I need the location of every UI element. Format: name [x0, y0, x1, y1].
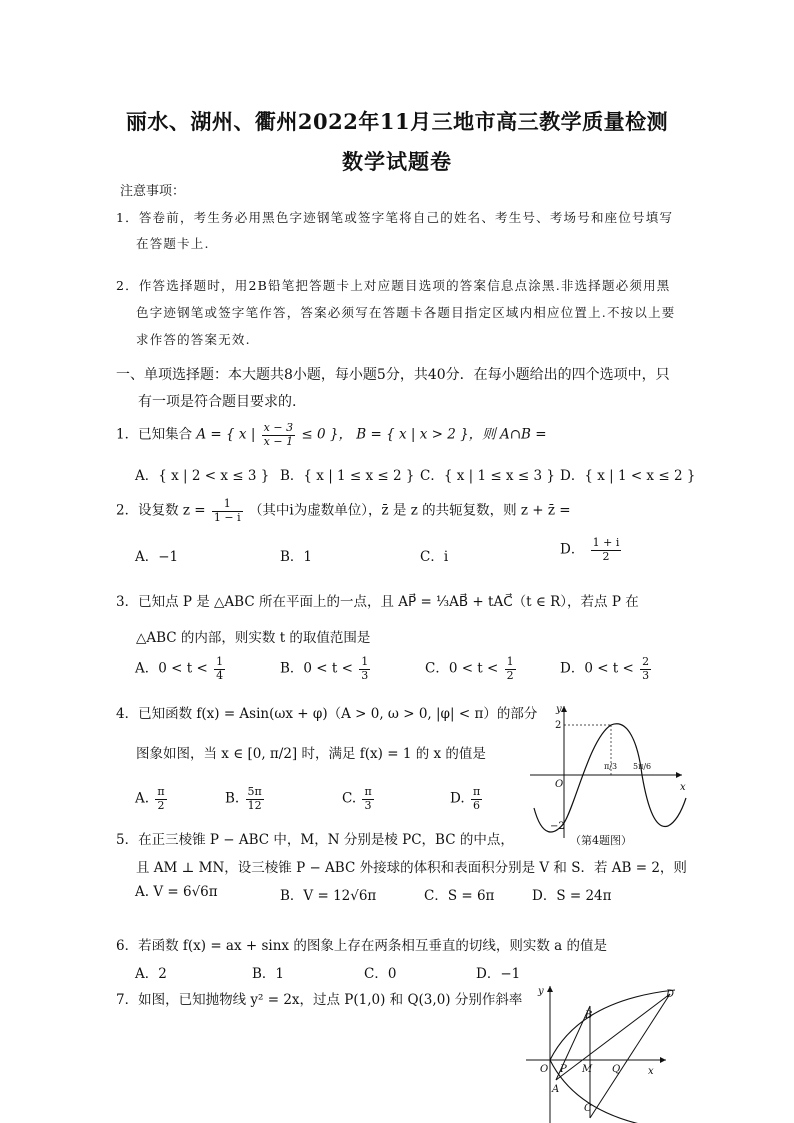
q7-origin-label: O	[540, 1064, 549, 1075]
q3-option-c[interactable]: C．0 < t < $\frac{1}{2}$	[425, 655, 514, 682]
q6-option-c[interactable]: C．0	[364, 966, 397, 982]
section-heading-line-2: 有一项是符合题目要求的.	[138, 394, 297, 410]
notice-item-1-line-1: 1．答卷前，考生务必用黑色字迹钢笔或签字笔将自己的姓名、考生号、考场号和座位号填写	[116, 210, 674, 225]
question-1-stem	[116, 422, 547, 448]
exam-subtitle: 数学试题卷	[342, 149, 452, 174]
q4-y-label: y	[556, 704, 562, 715]
q7-point-q: Q	[612, 1064, 621, 1075]
q7-point-d: D	[666, 989, 675, 1000]
q4-tick-y-neg: −2	[550, 821, 565, 832]
q4-sine-graph	[520, 698, 692, 848]
q7-x-arrow-icon	[660, 1057, 666, 1063]
q3-option-d[interactable]: D．0 < t < $\frac{2}{3}$	[560, 655, 650, 682]
q6-option-d[interactable]: D．−1	[476, 966, 521, 982]
q3-option-b[interactable]: B．0 < t < $\frac{1}{3}$	[280, 655, 369, 682]
question-3-line-1: 3．已知点 P 是 △ABC 所在平面上的一点，且 AP⃗ = ⅓AB⃗ + tAC⃗（t ∈ R），若点 P 在	[116, 594, 639, 610]
q1-option-a[interactable]: A．{ x | 2 < x ≤ 3 }	[135, 468, 270, 484]
exam-title: 丽水、湖州、衢州2022年11月三地市高三教学质量检测	[125, 109, 669, 134]
notice-item-2-line-3: 求作答的答案无效.	[136, 332, 251, 347]
q7-y-arrow-icon	[547, 986, 553, 992]
q4-sine-curve	[534, 724, 686, 832]
q7-point-p: P	[560, 1064, 567, 1075]
q4-x-arrow-icon	[676, 772, 682, 778]
q4-tick-y-pos: 2	[555, 720, 562, 731]
q1-option-d[interactable]: D．{ x | 1 < x ≤ 2 }	[560, 468, 696, 484]
q1-fraction: $\frac{x - 3}{x - 1}$	[263, 421, 294, 448]
notice-heading: 注意事项：	[120, 184, 186, 199]
q6-option-b[interactable]: B．1	[252, 966, 285, 982]
q4-option-c[interactable]: C. $\frac{\pi}{3}$	[342, 785, 372, 812]
q4-tick-x1: π/3	[604, 762, 618, 771]
q5-option-b[interactable]: B．V = 12√6π	[280, 888, 377, 904]
q4-origin-label: O	[555, 779, 564, 790]
q4-option-d[interactable]: D. $\frac{\pi}{6}$	[450, 785, 481, 812]
q4-option-a[interactable]: A. $\frac{\pi}{2}$	[135, 785, 165, 812]
question-6-stem: 6．若函数 f(x) = ax + sinx 的图象上存在两条相互垂直的切线，则实数 a 的值是	[116, 938, 607, 954]
question-5-line-1: 5．在正三棱锥 P − ABC 中，M，N 分别是棱 PC，BC 的中点，	[116, 832, 514, 848]
q7-parabola-figure	[520, 980, 684, 1123]
section-heading-line-1: 一、单项选择题：本大题共8小题，每小题5分，共40分．在每小题给出的四个选项中，只	[116, 367, 670, 383]
q7-line-cd	[590, 994, 670, 1118]
q4-y-arrow-icon	[561, 706, 567, 712]
q4-x-label: x	[680, 782, 686, 793]
question-3-line-2: △ABC 的内部，则实数 t 的取值范围是	[136, 630, 371, 646]
question-4-line-2: 图象如图，当 x ∈ [0, π/2] 时，满足 f(x) = 1 的 x 的值是	[136, 746, 486, 762]
q4-option-b[interactable]: B. $\frac{5\pi}{12}$	[225, 785, 262, 812]
q7-x-label: x	[648, 1066, 654, 1077]
q4-tick-x2: 5π/6	[633, 762, 652, 771]
q5-option-a[interactable]: A. V = 6√6π	[135, 884, 218, 900]
notice-item-2-line-1: 2．作答选择题时，用2B铅笔把答题卡上对应题目选项的答案信息点涂黑.非选择题必须用黑	[116, 278, 671, 293]
q7-parabola	[550, 990, 675, 1123]
q2-option-d[interactable]: D． $\frac{1 + i}{2}$	[560, 536, 620, 563]
q4-figure-caption: （第4题图）	[570, 834, 632, 847]
question-4-line-1: 4．已知函数 f(x) = Asin(ωx + φ)（A > 0, ω > 0, |φ| < π）的部分	[116, 706, 538, 722]
q2-option-c[interactable]: C．i	[420, 549, 449, 565]
q7-y-label: y	[538, 986, 544, 997]
q3-option-a[interactable]: A．0 < t < $\frac{1}{4}$	[135, 655, 224, 682]
q7-point-c: C	[584, 1103, 592, 1114]
q1-label: 1．已知集合	[116, 426, 193, 443]
q1-set-a-suffix: ≤ 0 }，	[301, 426, 352, 443]
q1-set-a-prefix: A = { x |	[196, 426, 256, 443]
q2-option-a[interactable]: A．−1	[135, 549, 179, 565]
q5-option-c[interactable]: C．S = 6π	[424, 888, 495, 904]
question-7-stem: 7．如图，已知抛物线 y² = 2x，过点 P(1,0) 和 Q(3,0) 分别作斜率	[116, 992, 523, 1008]
notice-item-1-line-2: 在答题卡上.	[136, 236, 210, 251]
q2-label: 2．设复数 z =	[116, 502, 206, 519]
question-2-stem	[116, 498, 571, 524]
q7-point-a: A	[552, 1084, 560, 1095]
question-5-line-2: 且 AM ⊥ MN，设三棱锥 P − ABC 外接球的体积和表面积分别是 V 和 S．若 AB = 2，则	[136, 860, 687, 876]
notice-item-2-line-2: 色字迹钢笔或签字笔作答，答案必须写在答题卡各题目指定区域内相应位置上.不按以上要	[136, 305, 676, 320]
q2-option-b[interactable]: B．1	[280, 549, 313, 565]
q1-set-b: B = { x | x > 2 }，则 A∩B =	[356, 426, 547, 443]
q1-option-c[interactable]: C．{ x | 1 ≤ x ≤ 3 }	[420, 468, 555, 484]
q2-text: （其中i为虚数单位），z̄ 是 z 的共轭复数，则 z + z̄ =	[248, 502, 571, 519]
q7-point-b: B	[585, 1010, 593, 1021]
q1-option-b[interactable]: B．{ x | 1 ≤ x ≤ 2 }	[280, 468, 415, 484]
q6-option-a[interactable]: A．2	[135, 966, 167, 982]
q2-fraction: $\frac{1}{1 - i}$	[213, 497, 241, 524]
q5-option-d[interactable]: D．S = 24π	[532, 888, 612, 904]
q7-point-m: M	[582, 1064, 593, 1075]
